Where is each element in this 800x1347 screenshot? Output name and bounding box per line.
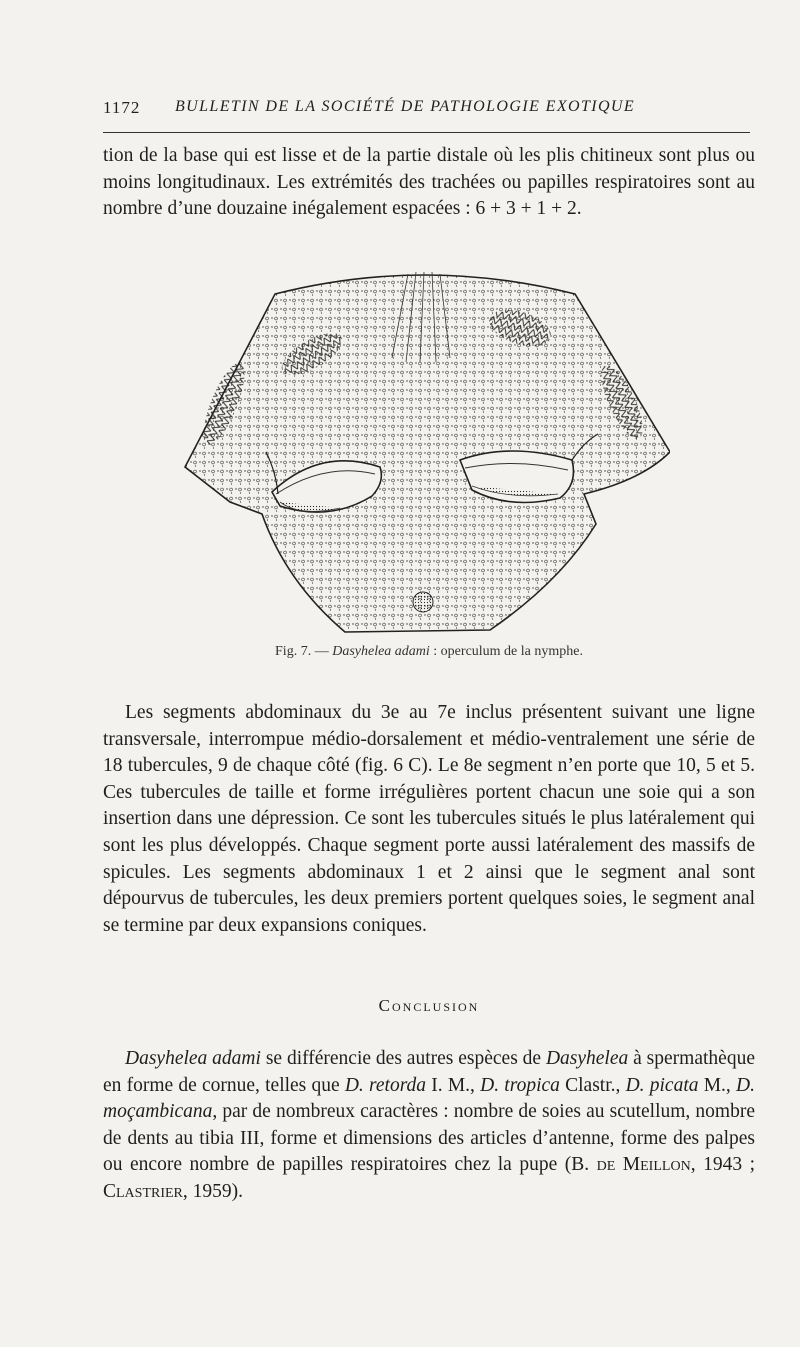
text-run: à spermathèque en forme de cornue, telles que [103, 1048, 755, 1096]
reference-author: Clastrier [103, 1180, 183, 1202]
figure-caption [103, 644, 755, 660]
text-run: Clastr., [559, 1074, 626, 1096]
species-name: D. picata [625, 1074, 699, 1096]
operculum-illustration [180, 262, 670, 640]
text-run: , 1943 ; [690, 1154, 755, 1176]
text-run: M., [698, 1074, 737, 1096]
genus-name: Dasyhelea [545, 1048, 629, 1069]
text-run: , 1959). [182, 1180, 244, 1202]
central-tubercle [413, 592, 433, 612]
section-title-conclusion: Conclusion [378, 996, 480, 1015]
text-run: I. M., [426, 1074, 481, 1096]
paragraph-1: tion de la base qui est lisse et de la partie distale où les plis chitineux sont plus ou moins longitudinaux. Les extrémités des trachées ou papilles respiratoires sont au nombre d’une douzaine inégalement espacées : 6 + 3 + 1 + 2. [103, 145, 755, 220]
page-number: 1172 [103, 98, 141, 117]
species-name: D. tropica [480, 1074, 560, 1096]
caption-prefix: Fig. 7. — [275, 644, 329, 659]
paragraph-3 [103, 1046, 755, 1206]
running-title: BULLETIN DE LA SOCIÉTÉ DE PATHOLOGIE EXOTIQUE [175, 98, 636, 115]
running-header [103, 96, 750, 133]
species-name: Dasyhelea adami [125, 1048, 261, 1069]
operculum-outline [185, 275, 670, 632]
species-name: D. retorda [344, 1074, 427, 1096]
paragraph-2: Les segments abdominaux du 3e au 7e inclus présentent suivant une ligne transversale, interrompue médio-dorsalement et médio-ventralement une série de 18 tubercules, 9 de chaque côté (fig. 6 C). Le 8e segment n’en porte que 10, 5 et 5. Ces tubercules de taille et forme irrégulières portent chacun une soie qui a son insertion dans une dépression. Ce sont les tubercules situés le plus latéralement qui sont les plus développés. Chaque segment porte aussi latéralement des massifs de spicules. Les segments abdominaux 1 et 2 ainsi que le segment anal sont dépourvus de tubercules, les deux premiers portent quelques soies, le segment anal se termine par deux expansions coniques. [103, 702, 755, 936]
reference-author: B. de Meillon [571, 1154, 691, 1176]
text-run: se différencie des autres espèces de [260, 1048, 546, 1069]
text-run: , par de nombreux caractères : nombre de soies au scutellum, nombre de dents au tibia III, forme et dimensions des articles d’antenne, forme des palpes ou encore nombre de papilles respiratoires chez la pupe ( [103, 1101, 755, 1176]
caption-species: Dasyhelea adami [332, 644, 430, 659]
caption-description: : operculum de la nymphe. [433, 644, 583, 659]
species-name: D. moçambicana [103, 1074, 755, 1123]
